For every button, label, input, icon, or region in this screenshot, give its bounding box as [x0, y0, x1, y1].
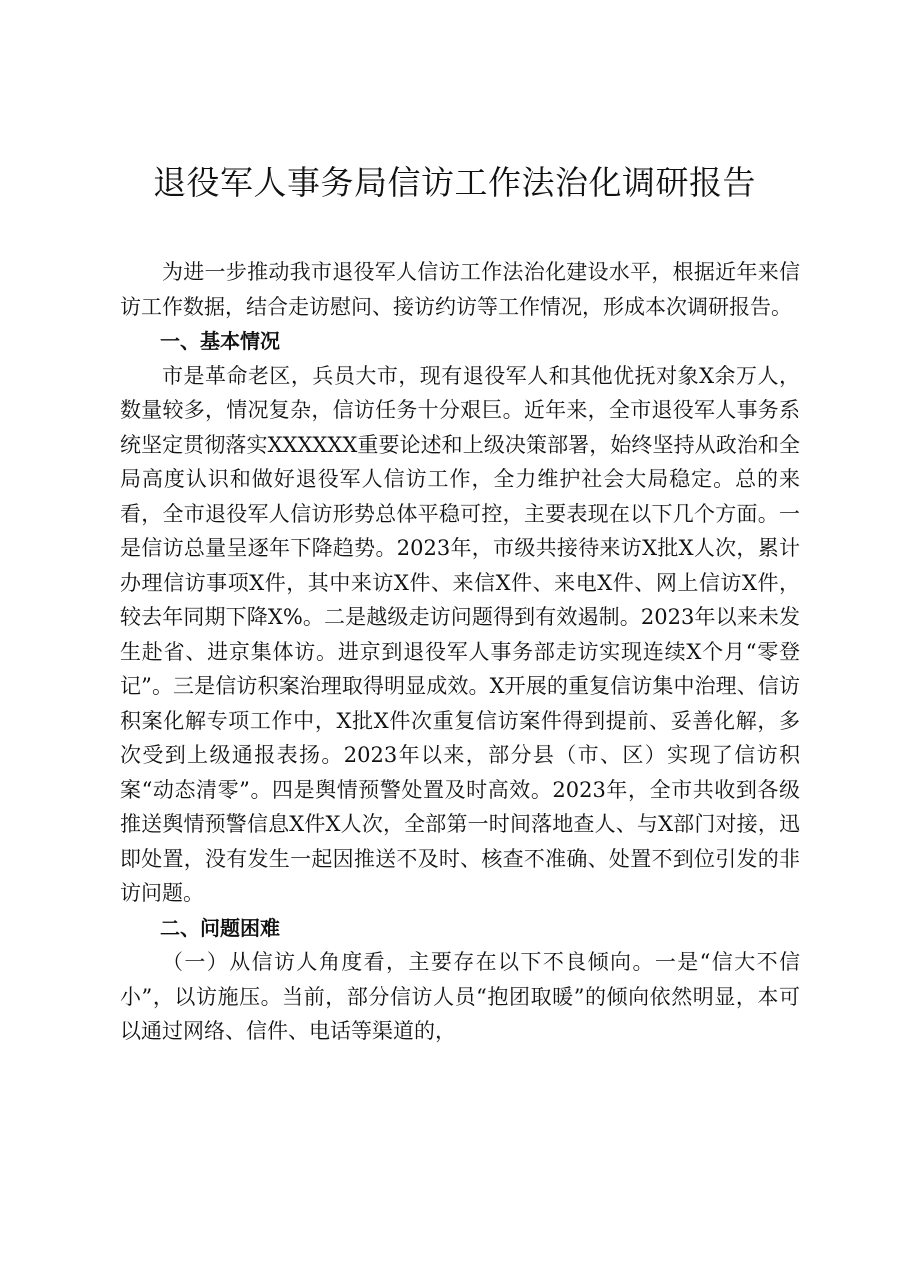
- document-body: [120, 255, 800, 1049]
- problems-paragraph: （一）从信访人角度看，主要存在以下不良倾向。一是“信大不信小”，以访施压。当前，部分信访人员“抱团取暖”的倾向依然明显，本可以通过网络、信件、电话等渠道的，: [120, 950, 800, 1043]
- basic-situation-paragraph: 市是革命老区，兵员大市，现有退役军人和其他优抚对象X余万人，数量较多，情况复杂，信访任务十分艰巨。近年来，全市退役军人事务系统坚定贯彻落实XXXXXX重要论述和上级决策部署，始终坚持从政治和全局高度认识和做好退役军人信访工作，全力维护社会大局稳定。总的来看，全市退役军人信访形势总体平稳可控，主要表现在以下几个方面。一是信访总量呈逐年下降趋势。2023年，市级共接待来访X批X人次，累计办理信访事项X件，其中来访X件、来信X件、来电X件、网上信访X件，较去年同期下降X%。二是越级走访问题得到有效遏制。2023年以来未发生赴省、进京集体访。进京到退役军人事务部走访实现连续X个月“零登记”。三是信访积案治理取得明显成效。X开展的重复信访集中治理、信访积案化解专项工作中，X批X件次重复信访案件得到提前、妥善化解，多次受到上级通报表扬。2023年以来，部分县（市、区）实现了信访积案“动态清零”。四是舆情预警处置及时高效。2023年，全市共收到各级推送舆情预警信息X件X人次，全部第一时间落地查人、与X部门对接，迅即处置，没有发生一起因推送不及时、核查不准确、处置不到位引发的非访问题。: [120, 363, 800, 905]
- section-heading-problems: 二、问题困难: [160, 915, 280, 940]
- intro-paragraph: 为进一步推动我市退役军人信访工作法治化建设水平，根据近年来信访工作数据，结合走访慰问、接访约访等工作情况，形成本次调研报告。: [120, 260, 800, 319]
- document-title: 退役军人事务局信访工作法治化调研报告: [153, 163, 756, 202]
- section-heading-basic-situation: 一、基本情况: [160, 329, 280, 353]
